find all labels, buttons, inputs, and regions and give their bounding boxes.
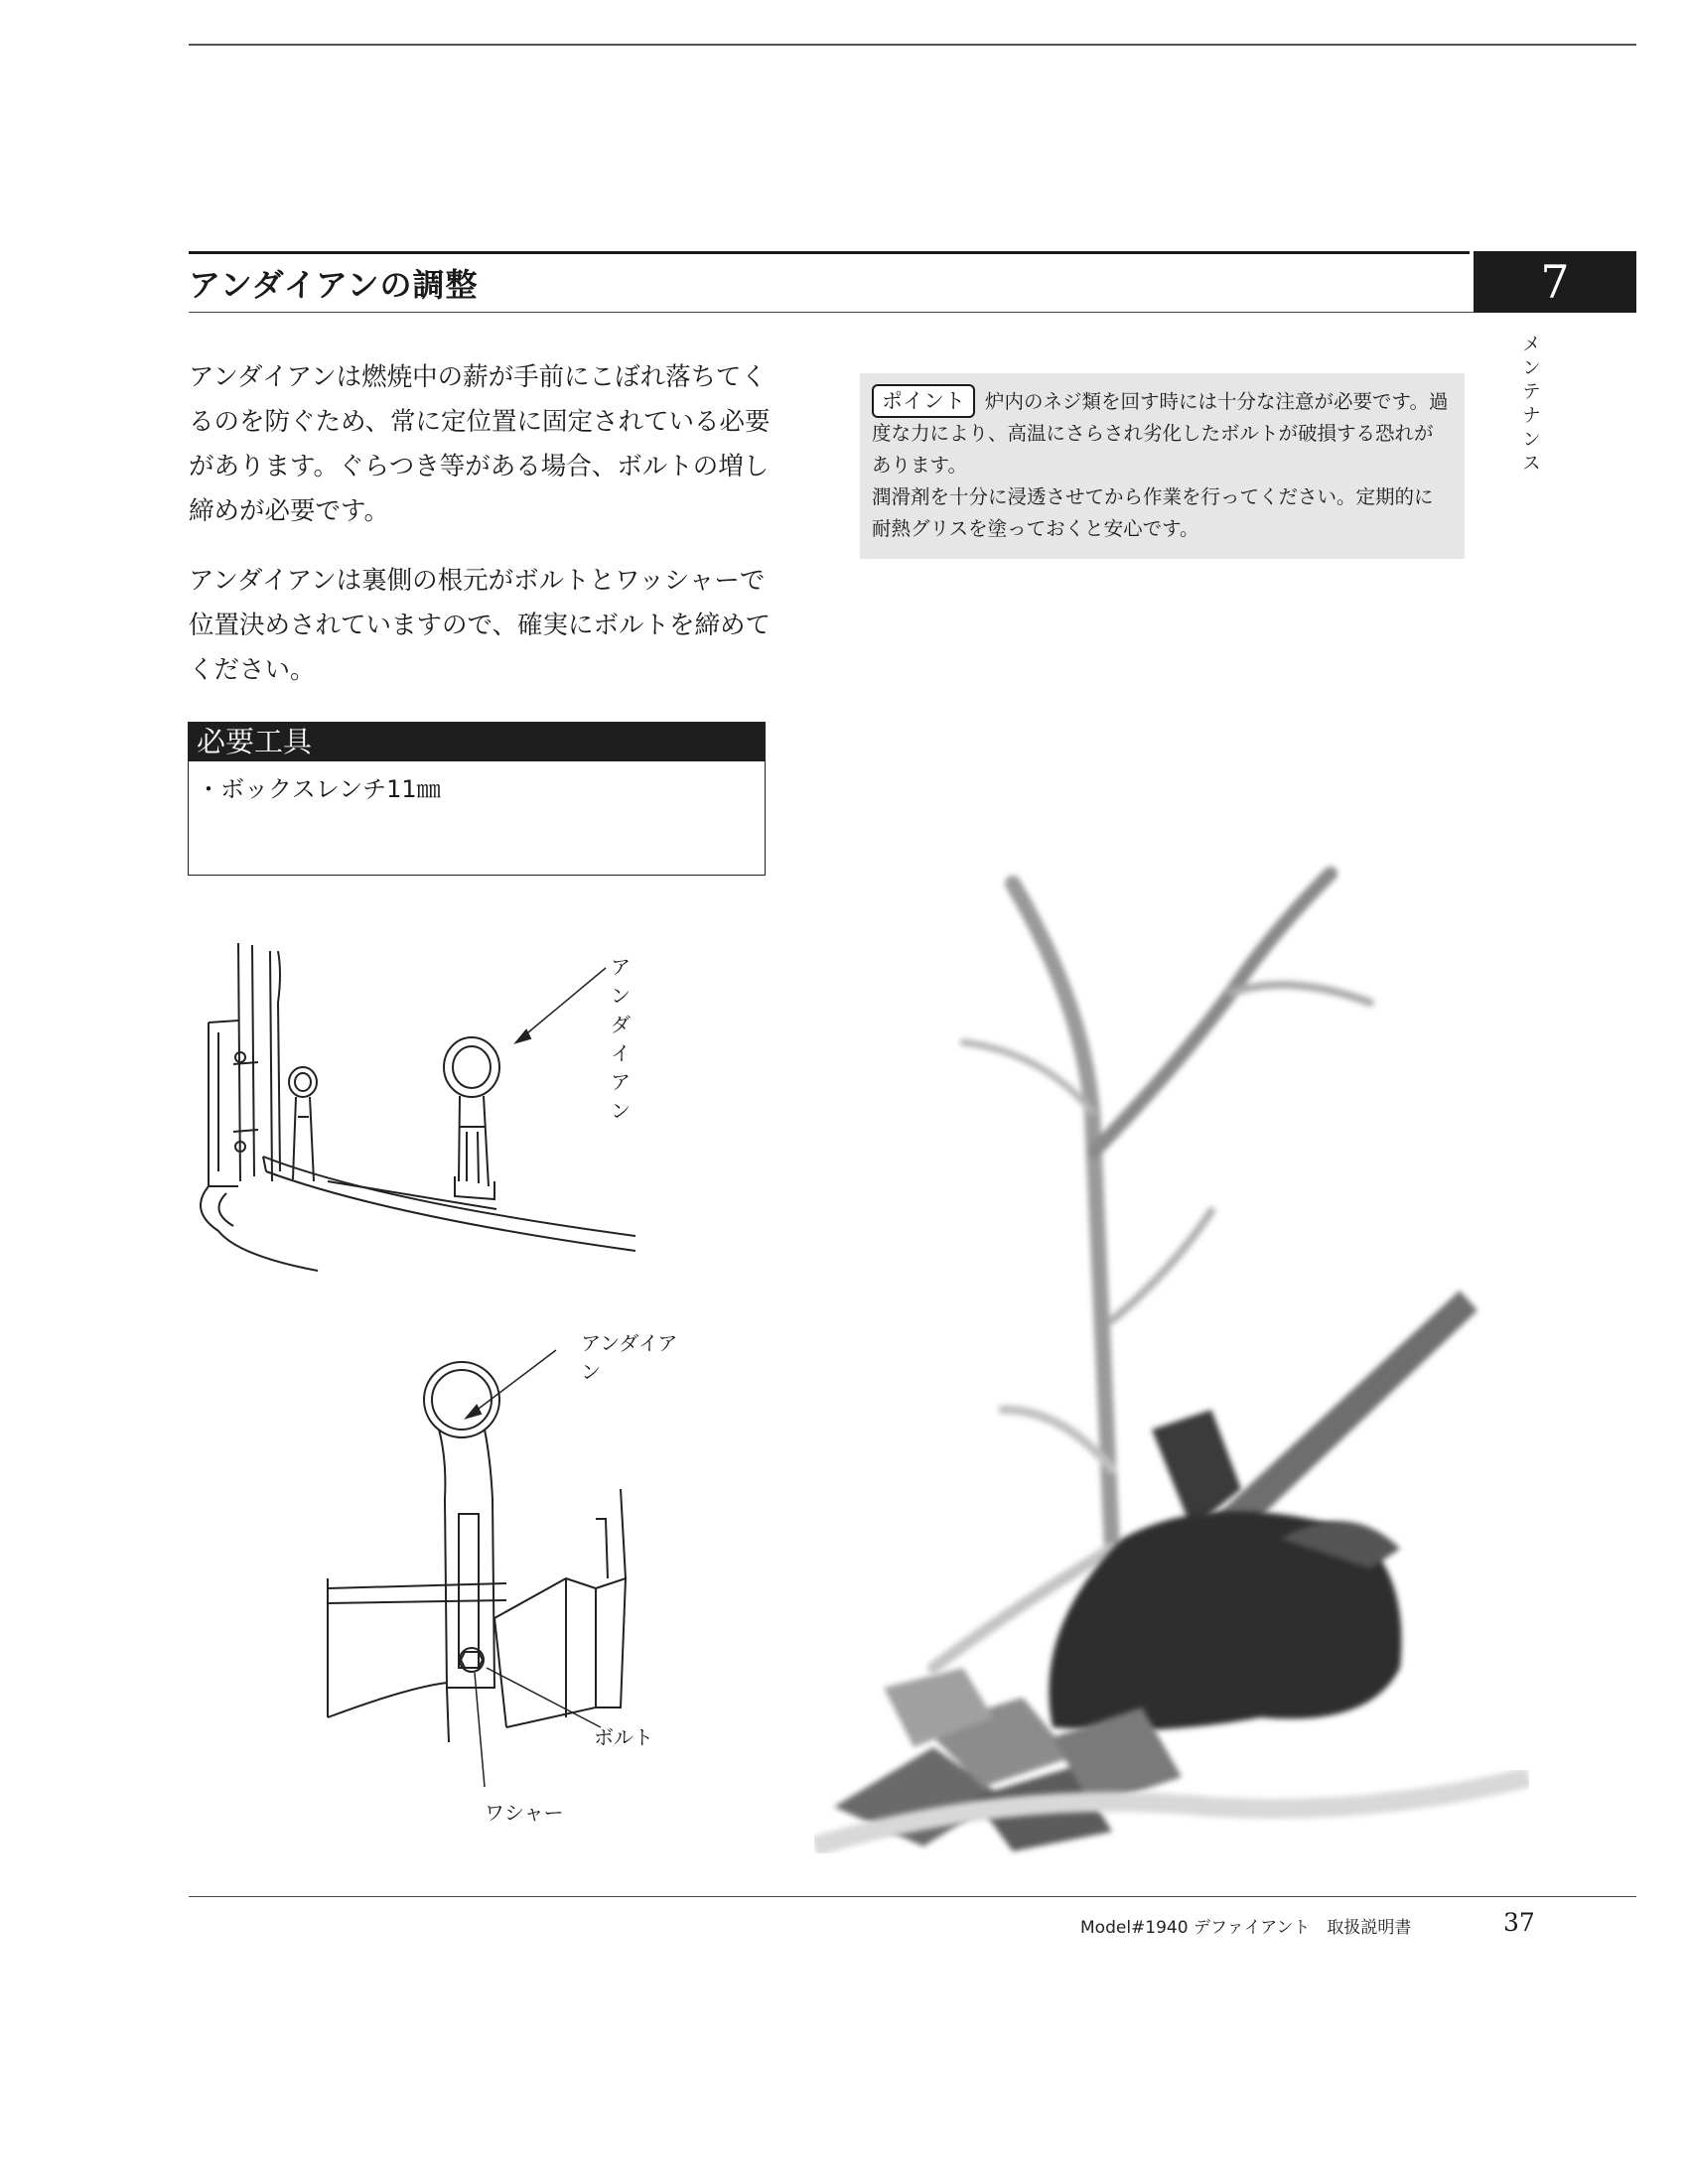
section-title: アンダイアンの調整 — [189, 266, 479, 304]
bolt-paragraph: アンダイアンは裏側の根元がボルトとワッシャーで位置決めされていますので、確実にボルトを締めてください。 — [189, 566, 771, 685]
point-note — [860, 373, 1465, 559]
title-rule — [189, 251, 1470, 254]
figure2-andiron-label: アンダイアン — [581, 1331, 678, 1384]
required-tools-box — [188, 722, 766, 876]
andiron-position-figure — [179, 933, 645, 1281]
title-bottom-rule — [189, 312, 1636, 313]
bolt-label: ボルト — [594, 1725, 653, 1749]
ink-wash-drawing — [814, 854, 1529, 1856]
figure1-andiron-label: アンダイアン — [611, 955, 631, 1123]
andiron-bolt-figure — [179, 1291, 695, 1846]
chapter-number-box: 7 — [1474, 251, 1636, 313]
required-tools-heading: 必要工具 — [189, 723, 765, 761]
header-top-rule — [189, 44, 1636, 46]
point-text-1: 炉内のネジ類を回す時には十分な注意が必要です。過度な力により、高温にさらされ劣化したボルトが破損する恐れがあります。 — [872, 390, 1449, 477]
point-text-2: 潤滑剤を十分に浸透させてから作業を行ってください。定期的に耐熱グリスを塗っておくと安心です。 — [872, 485, 1434, 540]
footer-rule — [189, 1896, 1636, 1897]
point-badge: ポイント — [872, 384, 975, 418]
footer-manual-title: Model#1940 デファイアント 取扱説明書 — [1080, 1918, 1412, 1938]
washer-label: ワシャー — [485, 1801, 564, 1825]
required-tools-item: ・ボックスレンチ11㎜ — [197, 775, 441, 803]
chapter-side-label: メンテナンス — [1519, 334, 1541, 477]
page-number: 37 — [1503, 1908, 1535, 1937]
stove-interior-drawing — [179, 933, 645, 1281]
intro-paragraph: アンダイアンは燃焼中の薪が手前にこぼれ落ちてくるのを防ぐため、常に定位置に固定されている必要があります。ぐらつき等がある場合、ボルトの増し締めが必要です。 — [189, 362, 771, 526]
tree-axe-illustration — [814, 854, 1529, 1856]
